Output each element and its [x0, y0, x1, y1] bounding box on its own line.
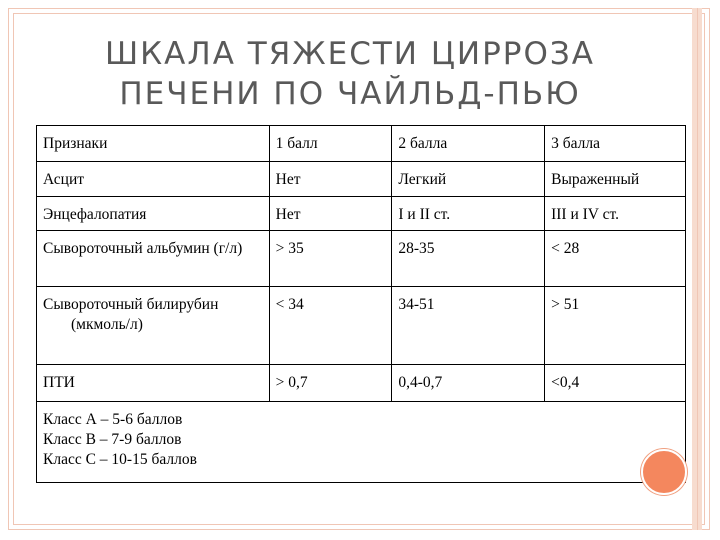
table-cell: III и IV ст.: [545, 197, 686, 231]
row-label: [37, 287, 270, 365]
class-a-line: Класс А – 5-6 баллов: [43, 411, 183, 428]
row-label-text: Сывороточный альбумин (г/л): [43, 240, 243, 257]
table-row: [37, 231, 686, 287]
table-cell: > 51: [545, 287, 686, 365]
row-label: Энцефалопатия: [37, 197, 270, 231]
slide-title-line-1: ШКАЛА ТЯЖЕСТИ ЦИРРОЗА: [105, 36, 595, 72]
class-b-line: Класс В – 7-9 баллов: [43, 431, 182, 448]
table-row: [37, 197, 686, 231]
table-row: [37, 287, 686, 365]
table-cell: I и II ст.: [392, 197, 545, 231]
table-cell: < 28: [545, 231, 686, 287]
row-label: Асцит: [37, 162, 270, 197]
slide-title: [30, 34, 670, 114]
table-header-row: [37, 126, 686, 162]
row-label: ПТИ: [37, 365, 270, 402]
row-label-text: Сывороточный билирубин (мкмоль/л): [43, 296, 219, 333]
table-cell: < 34: [269, 287, 392, 365]
header-cell-3-points: 3 балла: [545, 126, 686, 162]
slide-side-band-line: [697, 8, 698, 530]
table-row: [37, 162, 686, 197]
table-row: [37, 365, 686, 402]
slide-title-line-2: ПЕЧЕНИ ПО ЧАЙЛЬД-ПЬЮ: [119, 76, 581, 112]
table-cell: 28-35: [392, 231, 545, 287]
decorative-circle: [641, 449, 687, 495]
table-cell: Нет: [269, 197, 392, 231]
table-cell: 0,4-0,7: [392, 365, 545, 402]
table-cell: 34-51: [392, 287, 545, 365]
table-cell: > 35: [269, 231, 392, 287]
header-cell-sign: Признаки: [37, 126, 270, 162]
header-cell-2-points: 2 балла: [392, 126, 545, 162]
table-cell: Легкий: [392, 162, 545, 197]
child-pugh-table: [36, 125, 686, 483]
table-cell: <0,4: [545, 365, 686, 402]
header-cell-1-point: 1 балл: [269, 126, 392, 162]
table-cell: Нет: [269, 162, 392, 197]
class-summary-row: [37, 402, 686, 483]
table-cell: Выраженный: [545, 162, 686, 197]
class-c-line: Класс С – 10-15 баллов: [43, 451, 197, 468]
class-summary-cell: [37, 402, 686, 483]
table-cell: > 0,7: [269, 365, 392, 402]
row-label: [37, 231, 270, 287]
